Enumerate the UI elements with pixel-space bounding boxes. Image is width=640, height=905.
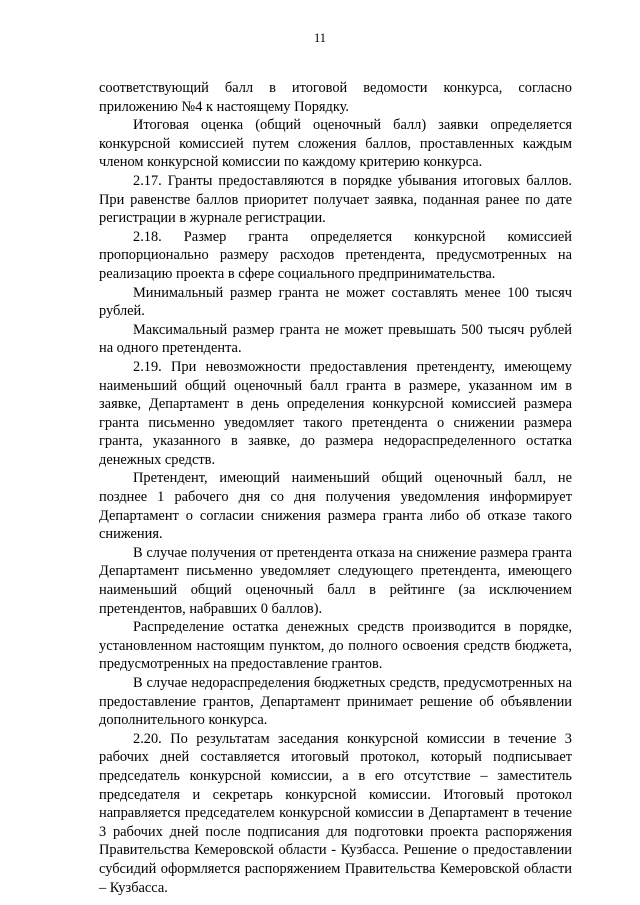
paragraph-max-grant: Максимальный размер гранта не может превышать 500 тысяч рублей на одного претендента. <box>99 321 572 357</box>
paragraph-2-20: 2.20. По результатам заседания конкурсной комиссии в течение 3 рабочих дней составляется итоговый протокол, который подписывает председатель конкурсной комиссии, а в его отсутствие – заместитель председателя и секретарь конкурсной комиссии. Итоговый протокол направляется председателем конкурсной комиссии в Департамент в течение 3 рабочих дней после подписания для подготовки проекта распоряжения Правительства Кемеровской области - Кузбасса. Решение о предоставлении субсидий оформляется распоряжением Правительства Кемеровской области – Кузбасса. <box>99 730 572 896</box>
paragraph-applicant-response: Претендент, имеющий наименьший общий оценочный балл, не позднее 1 рабочего дня со дня получения уведомления информирует Департамент о согласии снижения размера гранта либо об отказе такого снижения. <box>99 470 572 543</box>
paragraph-remainder-distribution: Распределение остатка денежных средств производится в порядке, установленном настоящим пунктом, до полного освоения средств бюджета, предусмотренных на предоставление грантов. <box>99 619 572 673</box>
paragraph-refusal-case: В случае получения от претендента отказа на снижение размера гранта Департамент письменно уведомляет следующего претендента, имеющего наименьший общий оценочный балл в рейтинге (за исключением претендентов, набравших 0 баллов). <box>99 544 572 617</box>
document-body <box>99 79 572 897</box>
paragraph-2-19: 2.19. При невозможности предоставления претенденту, имеющему наименьший общий оценочный балл гранта в размере, указанном им в заявке, Департамент в день определения конкурсной комиссией размера гранта письменно уведомляет такого претендента о снижении размера гранта, указанного в заявке, до размера недораспределенного остатка денежных средств. <box>99 358 572 468</box>
paragraph-min-grant: Минимальный размер гранта не может составлять менее 100 тысяч рублей. <box>99 284 572 320</box>
paragraph-2-17: 2.17. Гранты предоставляются в порядке убывания итоговых баллов. При равенстве баллов приоритет получает заявка, поданная ранее по дате регистрации в журнале регистрации. <box>99 172 572 227</box>
paragraph-additional-contest: В случае недораспределения бюджетных средств, предусмотренных на предоставление грантов, Департамент принимает решение об объявлении дополнительного конкурса. <box>99 675 572 729</box>
paragraph-continuation: соответствующий балл в итоговой ведомости конкурса, согласно приложению №4 к настоящему Порядку. <box>99 80 572 115</box>
paragraph-2-18: 2.18. Размер гранта определяется конкурсной комиссией пропорционально размеру расходов претендента, предусмотренных на реализацию проекта в сфере социального предпринимательства. <box>99 228 572 282</box>
paragraph-final-score: Итоговая оценка (общий оценочный балл) заявки определяется конкурсной комиссией путем сложения баллов, проставленных каждым членом конкурсной комиссии по каждому критерию конкурса. <box>99 117 572 171</box>
page-number: 11 <box>313 31 327 45</box>
